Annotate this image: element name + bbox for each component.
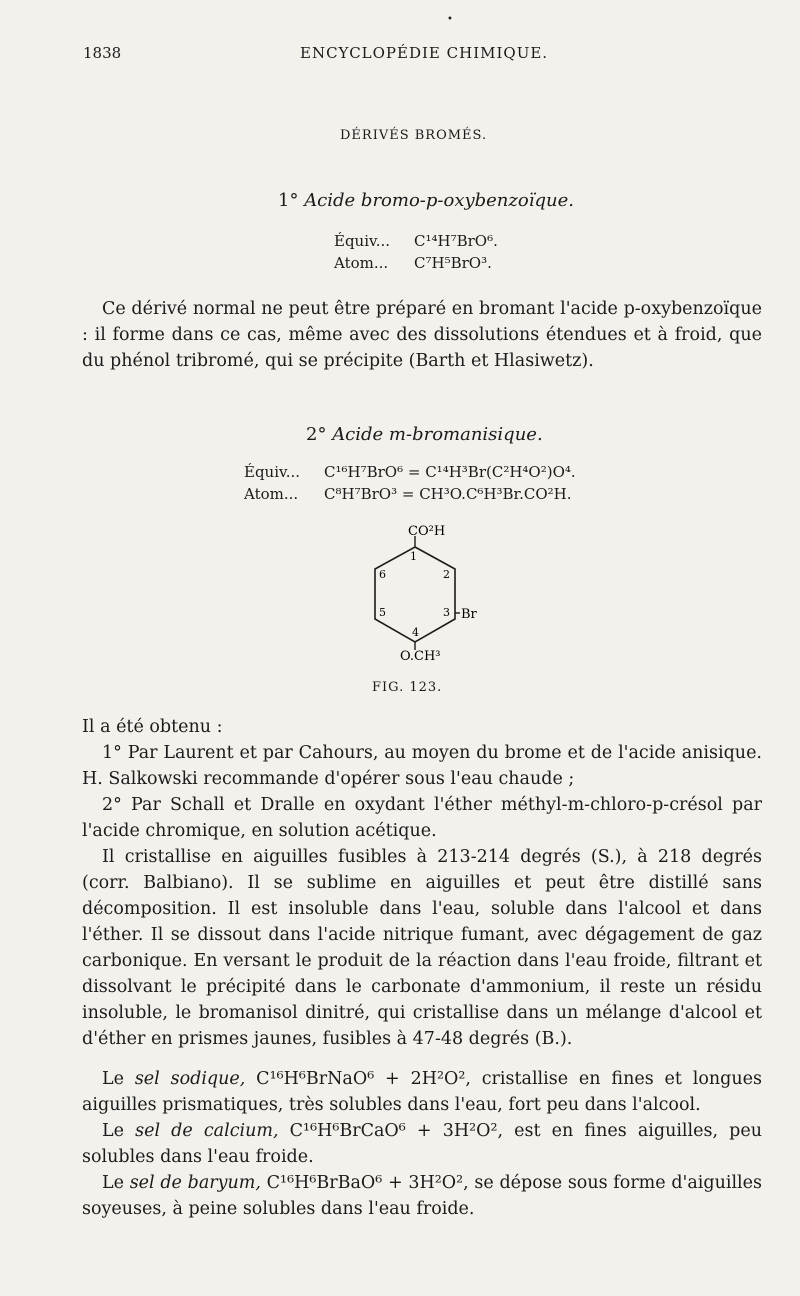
compound1-equiv <box>334 232 498 250</box>
label-bottom: O.CH³ <box>400 649 441 662</box>
label-top: CO²H <box>408 524 446 539</box>
compound2-equiv <box>244 463 576 481</box>
salt-baryum <box>82 1170 762 1222</box>
salt-name: sel de baryum, <box>129 1173 261 1193</box>
salts-text <box>82 1066 762 1222</box>
position-3: 3 <box>443 606 450 619</box>
salt-description: C¹⁶H⁶BrCaO⁶ + 3H²O², est en fines aiguilles, peu solubles dans l'eau froide. <box>82 1121 762 1167</box>
intro: Il a été obtenu : <box>82 717 223 737</box>
salt-name: sel de calcium, <box>135 1121 279 1141</box>
atom-formula: C⁷H⁵BrO³. <box>414 254 492 272</box>
running-title: ENCYCLOPÉDIE CHIMIQUE. <box>300 44 549 62</box>
compound1-number: 1° <box>278 190 299 211</box>
salt-calcium <box>82 1118 762 1170</box>
equiv-formula: C¹⁴H⁷BrO⁶. <box>414 232 498 250</box>
compound1-paragraph <box>82 296 762 374</box>
atom-formula: C⁸H⁷BrO³ = CH³O.C⁶H³Br.CO²H. <box>324 485 572 503</box>
equiv-label: Équiv... <box>244 463 301 481</box>
section-title: DÉRIVÉS BROMÉS. <box>340 128 488 143</box>
atom-label: Atom... <box>244 485 299 503</box>
salt-sodium <box>82 1066 762 1118</box>
atom-label: Atom... <box>334 254 389 272</box>
compound1-name: Acide bromo-p-oxybenzoïque. <box>304 190 574 211</box>
label-br: Br <box>461 607 477 622</box>
properties: Il cristallise en aiguilles fusibles à 213-214 degrés (S.), à 218 degrés (corr. Balbiano). Il se sublime en aiguilles et peut être distillé sans décomposition. Il est insoluble dans l'eau, soluble dans l'alcool et dans l'éther. Il se dissout dans l'acide nitrique fumant, avec dégagement de gaz carbonique. En versant le produit de la réaction dans l'eau froide, filtrant et dissolvant le précipité dans le carbonate d'ammonium, il reste un résidu insoluble, le bromanisol dinitré, qui cristallise dans un mélange d'alcool et d'éther en prismes jaunes, fusibles à 47-48 degrés (B.). <box>82 847 762 1049</box>
compound2-heading <box>306 424 543 445</box>
compound2-atom <box>244 485 572 503</box>
salt-prefix: Le <box>102 1069 135 1089</box>
salt-prefix: Le <box>102 1173 130 1193</box>
position-2: 2 <box>443 568 450 581</box>
salt-name: sel sodique, <box>134 1069 246 1089</box>
benzene-ring-figure <box>350 522 480 662</box>
compound1-heading <box>278 190 574 211</box>
compound1-atom <box>334 254 492 272</box>
position-1: 1 <box>410 550 417 563</box>
print-mark: • <box>447 14 453 25</box>
equiv-formula: C¹⁶H⁷BrO⁶ = C¹⁴H³Br(C²H⁴O²)O⁴. <box>324 463 576 481</box>
salt-description: C¹⁶H⁶BrBaO⁶ + 3H²O², se dépose sous forme d'aiguilles soyeuses, à peine solubles dans l'eau froide. <box>82 1173 762 1219</box>
salt-prefix: Le <box>102 1121 136 1141</box>
position-4: 4 <box>412 626 419 639</box>
compound2-number: 2° <box>306 424 327 445</box>
paragraph-text: Ce dérivé normal ne peut être préparé en bromant l'acide p-oxybenzoïque : il forme dans ce cas, même avec des dissolutions étendues et à froid, que du phénol tribromé, qui se précipite (Barth et Hlasiwetz). <box>82 299 762 371</box>
position-5: 5 <box>379 606 386 619</box>
salt-description: C¹⁶H⁶BrNaO⁶ + 2H²O², cristallise en fines et longues aiguilles prismatiques, très solubles dans l'eau, fort peu dans l'alcool. <box>82 1069 762 1115</box>
figure-caption: FIG. 123. <box>372 680 443 695</box>
method-2: 2° Par Schall et Dralle en oxydant l'éther méthyl-m-chloro-p-crésol par l'acide chromique, en solution acétique. <box>82 795 762 841</box>
position-6: 6 <box>379 568 386 581</box>
page-number: 1838 <box>83 44 122 62</box>
equiv-label: Équiv... <box>334 232 391 250</box>
method-1: 1° Par Laurent et par Cahours, au moyen du brome et de l'acide anisique. H. Salkowski recommande d'opérer sous l'eau chaude ; <box>82 743 762 789</box>
body-text <box>82 714 762 1052</box>
compound2-name: Acide m-bromanisique. <box>332 424 543 445</box>
